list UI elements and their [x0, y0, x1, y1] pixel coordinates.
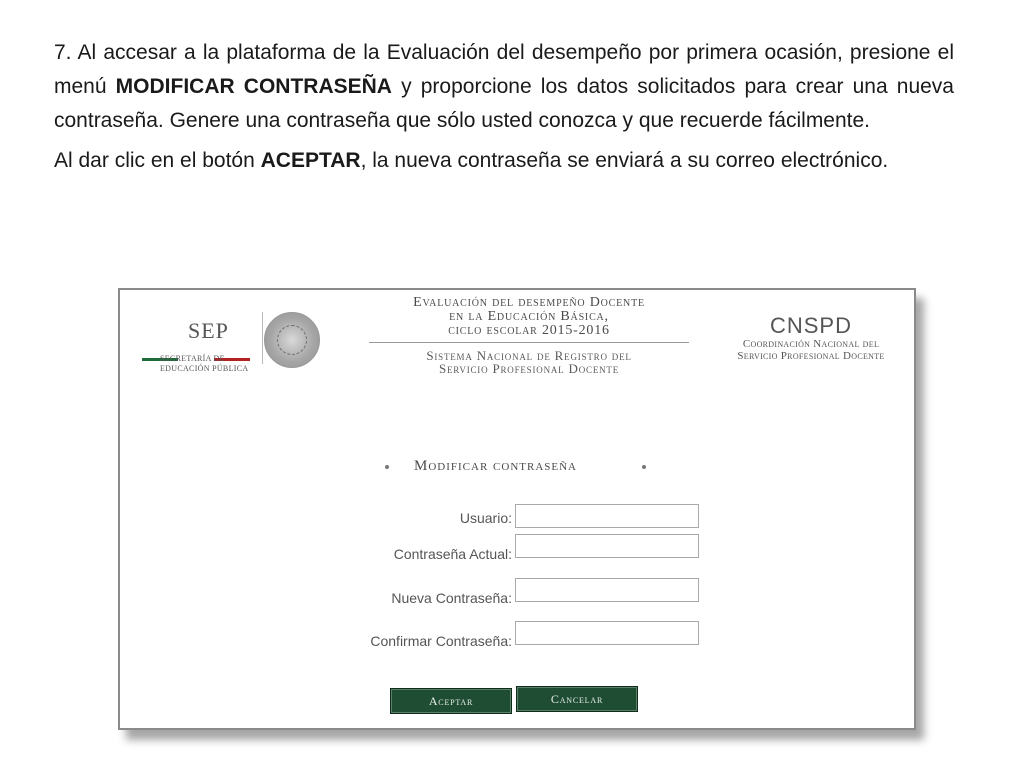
header-rule — [369, 342, 689, 343]
sep-logo-subtitle — [160, 354, 248, 374]
cnspd-title: CNSPD — [769, 313, 852, 338]
sep-sub-line: EDUCACIÓN PÚBLICA — [160, 364, 249, 373]
instructions-text — [54, 36, 954, 184]
new-password-input[interactable] — [515, 578, 699, 602]
instruction-accept-note — [54, 144, 954, 178]
sep-logo-stripe — [142, 348, 250, 351]
header-line: Evaluación del desempeño Docente — [413, 295, 645, 310]
cnspd-subtitle: Coordinación Nacional del — [742, 338, 880, 350]
mexico-seal-icon — [264, 312, 320, 368]
screenshot-frame — [118, 288, 916, 730]
current-password-input[interactable] — [515, 534, 699, 558]
instruction-menu-name: MODIFICAR CONTRASEÑA — [115, 75, 392, 98]
form-title: Modificar contraseña — [414, 458, 577, 474]
bullet-left-icon — [385, 465, 389, 469]
cnspd-subtitle: Servicio Profesional Docente — [737, 350, 885, 362]
confirm-password-label: Confirmar Contraseña: — [370, 633, 512, 649]
header-line: ciclo escolar 2015-2016 — [448, 323, 610, 338]
header-divider — [262, 312, 263, 364]
header-line: Servicio Profesional Docente — [438, 361, 620, 376]
sep-sub-line: SECRETARÍA DE — [160, 354, 225, 363]
instruction-text: Al dar clic en el botón — [54, 149, 261, 172]
username-input[interactable] — [515, 504, 699, 528]
current-password-label: Contraseña Actual: — [393, 546, 512, 562]
accept-button[interactable]: Aceptar — [390, 688, 512, 714]
header-line: Sistema Nacional de Registro del — [426, 348, 632, 363]
cnspd-logo — [726, 314, 896, 362]
username-label: Usuario: — [459, 510, 512, 526]
bullet-right-icon — [642, 465, 646, 469]
system-header — [334, 296, 724, 375]
instruction-text: , la nueva contraseña se enviará a su correo electrónico. — [360, 149, 889, 172]
instruction-step-7 — [54, 36, 954, 138]
instruction-text: 7. Al accesar a la plataforma de la Evaluación del desempeño por primera ocasión, presione el menú — [54, 41, 954, 98]
cancel-button[interactable]: Cancelar — [516, 686, 638, 712]
instruction-button-name: ACEPTAR — [260, 149, 361, 172]
sep-logo-title: SEP — [188, 318, 229, 343]
confirm-password-input[interactable] — [515, 621, 699, 645]
sep-logo — [142, 318, 252, 378]
new-password-label: Nueva Contraseña: — [391, 590, 512, 606]
instruction-text: y proporcione los datos solicitados para crear una nueva contraseña. Genere una contraseña que sólo usted conozca y que recuerde fácilmente. — [54, 75, 954, 132]
header-line: en la Educación Básica, — [449, 309, 609, 324]
